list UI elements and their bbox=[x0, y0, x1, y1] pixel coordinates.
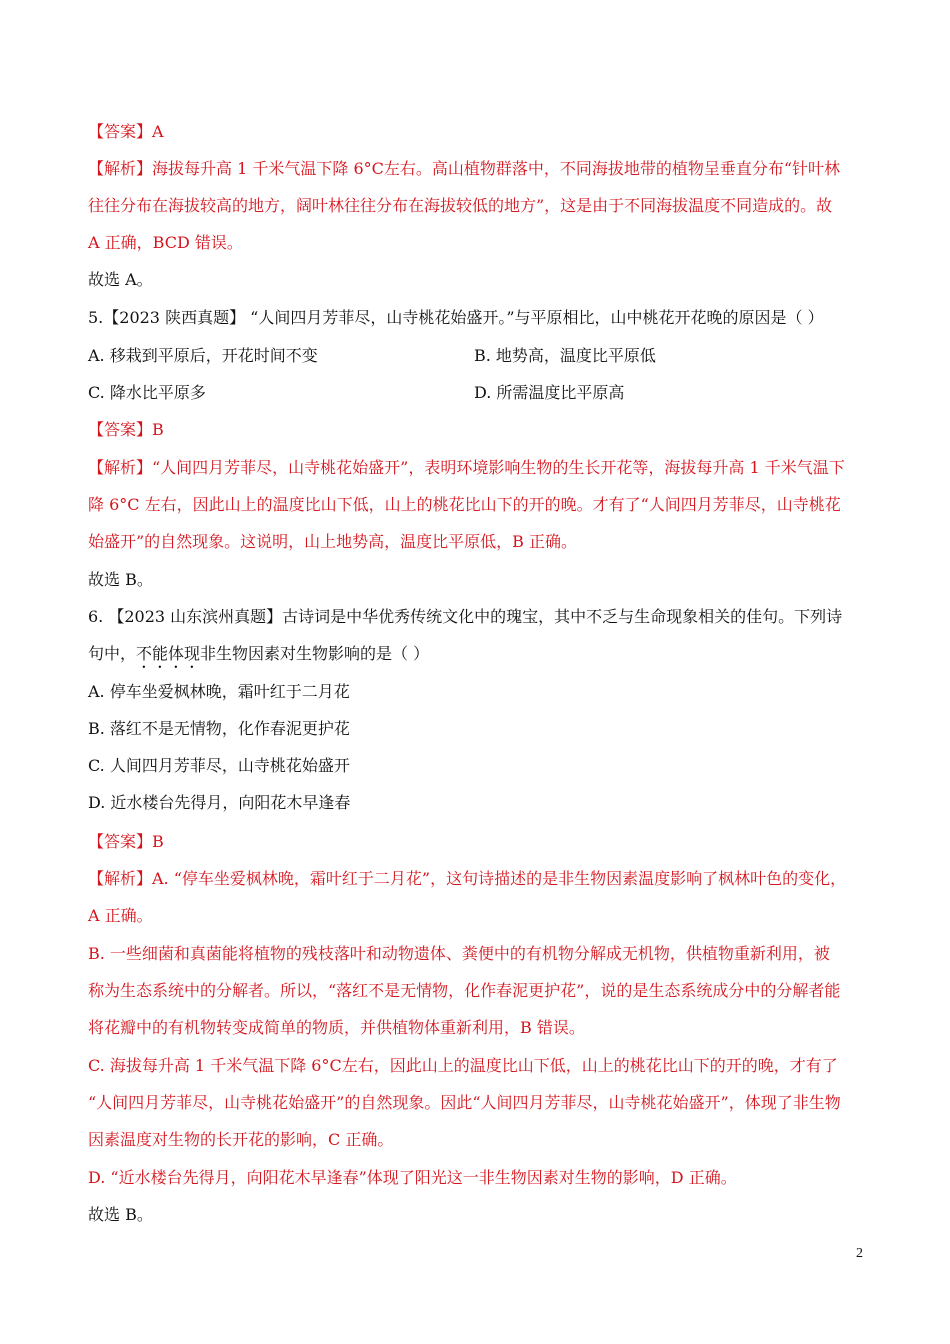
q5-stem: 5.【2023 陕西真题】 “人间四月芳菲尽，山寺桃花始盛开。”与平原相比，山中桃花开花晚的原因是（ ） bbox=[88, 308, 824, 327]
q4-answer: 【答案】A bbox=[88, 122, 164, 141]
q5-option-c: C. 降水比平原多 bbox=[88, 383, 206, 402]
q6-stem-line bbox=[88, 643, 429, 672]
q5-conclusion: 故选 B。 bbox=[88, 570, 153, 589]
q6-conclusion: 故选 B。 bbox=[88, 1205, 153, 1224]
q6-analysis-line: A 正确。 bbox=[88, 906, 153, 925]
q6-analysis-line: 【解析】A. “停车坐爱枫林晚，霜叶红于二月花”，这句诗描述的是非生物因素温度影响了枫林叶色的变化， bbox=[88, 869, 847, 888]
q6-stem-line: 6. 【2023 山东滨州真题】古诗词是中华优秀传统文化中的瑰宝，其中不乏与生命现象相关的佳句。下列诗 bbox=[88, 607, 843, 626]
q6-analysis-line: 因素温度对生物的长开花的影响，C 正确。 bbox=[88, 1130, 394, 1149]
q5-option-a: A. 移栽到平原后，开花时间不变 bbox=[88, 346, 318, 365]
q6-analysis-line: D. “近水楼台先得月，向阳花木早逢春”体现了阳光这一非生物因素对生物的影响，D 正确。 bbox=[88, 1168, 737, 1187]
q4-analysis-line: A 正确，BCD 错误。 bbox=[88, 233, 243, 252]
q5-answer: 【答案】B bbox=[88, 420, 164, 439]
q5-option-d: D. 所需温度比平原高 bbox=[474, 383, 625, 402]
q5-option-b: B. 地势高，温度比平原低 bbox=[474, 346, 656, 365]
q6-option-a: A. 停车坐爱枫林晚，霜叶红于二月花 bbox=[88, 682, 350, 701]
q6-analysis-line: C. 海拔每升高 1 千米气温下降 6°C左右，因此山上的温度比山下低，山上的桃花比山下的开的晚，才有了 bbox=[88, 1056, 838, 1075]
q6-analysis-line: B. 一些细菌和真菌能将植物的残枝落叶和动物遗体、粪便中的有机物分解成无机物，供植物重新利用，被 bbox=[88, 944, 830, 963]
q6-stem-emphasis: 不能体现 bbox=[136, 644, 201, 663]
q5-analysis-line: 始盛开”的自然现象。这说明，山上地势高，温度比平原低，B 正确。 bbox=[88, 532, 578, 551]
page-number: 2 bbox=[856, 1246, 863, 1261]
q6-answer: 【答案】B bbox=[88, 832, 164, 851]
q6-analysis-line: “人间四月芳菲尽，山寺桃花始盛开”的自然现象。因此“人间四月芳菲尽，山寺桃花始盛开”，体现了非生物 bbox=[88, 1093, 841, 1112]
q6-stem-suffix: 非生物因素对生物影响的是（ ） bbox=[200, 644, 430, 663]
q6-analysis-line: 将花瓣中的有机物转变成简单的物质，并供植物体重新利用，B 错误。 bbox=[88, 1018, 585, 1037]
q6-option-b: B. 落红不是无情物，化作春泥更护花 bbox=[88, 719, 350, 738]
q4-analysis-line: 【解析】海拔每升高 1 千米气温下降 6°C左右。高山植物群落中，不同海拔地带的植物呈垂直分布“针叶林 bbox=[88, 159, 841, 178]
q6-stem-prefix: 句中， bbox=[88, 644, 137, 663]
q5-analysis-line: 【解析】“人间四月芳菲尽，山寺桃花始盛开”，表明环境影响生物的生长开花等，海拔每升高 1 千米气温下 bbox=[88, 458, 845, 477]
q6-option-d: D. 近水楼台先得月，向阳花木早逢春 bbox=[88, 793, 351, 812]
q5-analysis-line: 降 6°C 左右，因此山上的温度比山下低，山上的桃花比山下的开的晚。才有了“人间四月芳菲尽，山寺桃花 bbox=[88, 495, 841, 514]
q4-conclusion: 故选 A。 bbox=[88, 270, 153, 289]
q4-analysis-line: 往往分布在海拔较高的地方，阔叶林往往分布在海拔较低的地方”，这是由于不同海拔温度不同造成的。故 bbox=[88, 196, 833, 215]
q6-analysis-line: 称为生态系统中的分解者。所以，“落红不是无情物，化作春泥更护花”，说的是生态系统成分中的分解者能 bbox=[88, 981, 841, 1000]
q6-option-c: C. 人间四月芳菲尽，山寺桃花始盛开 bbox=[88, 756, 350, 775]
